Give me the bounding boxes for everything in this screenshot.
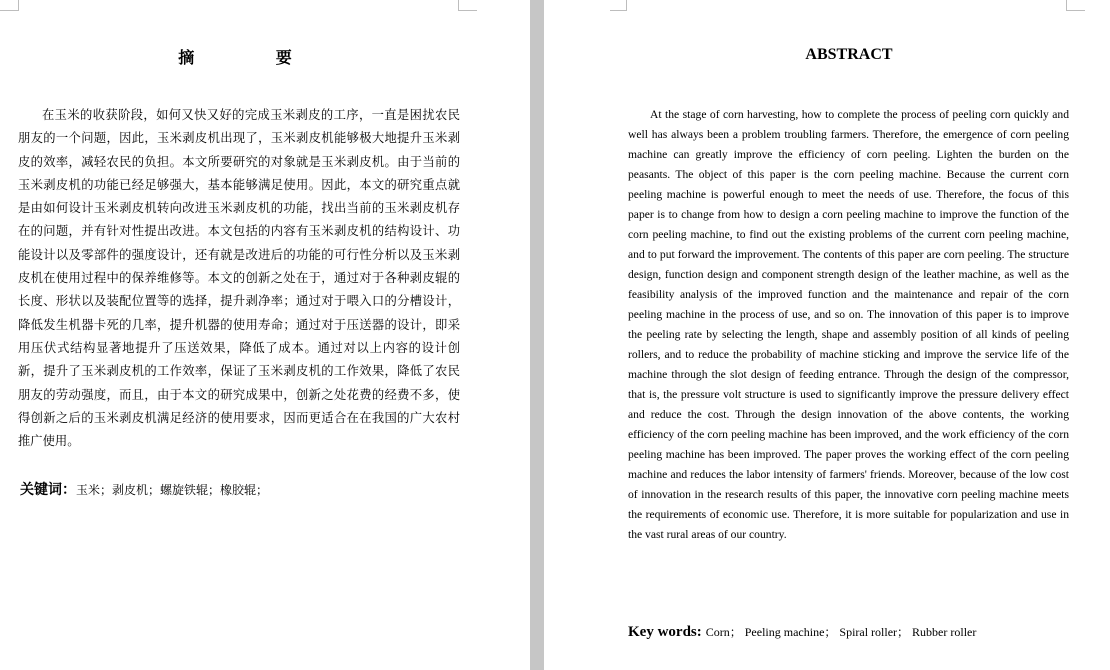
crop-mark-top-left bbox=[0, 0, 19, 11]
chinese-keywords-label: 关键词： bbox=[20, 482, 76, 498]
crop-mark-top-right bbox=[1066, 0, 1085, 11]
chinese-abstract-body: 在玉米的收获阶段，如何又快又好的完成玉米剥皮的工序，一直是困扰农民朋友的一个问题，因此，玉米剥皮机出现了，玉米剥皮机能够极大地提升玉米剥皮的效率，减轻农民的负担。本文所要研究的对象就是玉米剥皮机。由于当前的玉米剥皮机的功能已经足够强大，基本能够满足使用。因此，本文的研究重点就是由如何设计玉米剥皮机转向改进玉米剥皮机的功能，找出当前的玉米剥皮机存在的问题，并有针对性提出改进。本文包括的内容有玉米剥皮机的结构设计、功能设计以及零部件的强度设计，还有就是改进后的功能的可行性分析以及玉米剥皮机在使用过程中的保养维修等。本文的创新之处在于，通过对于各种剥皮辊的长度、形状以及装配位置等的选择，提升剥净率；通过对于喂入口的分槽设计，降低发生机器卡死的几率，提升机器的使用寿命；通过对于压送器的设计，即采用压伏式结构显著地提升了压送效果，降低了成本。通过对以上内容的设计创新，提升了玉米剥皮机的工作效率，保证了玉米剥皮机的工作效果，降低了农民朋友的劳动强度，而且，由于本文的研究成果中，创新之处花费的经费不多，使得创新之后的玉米剥皮机满足经济的使用要求，因而更适合在在我国的广大农村推广使用。 bbox=[18, 108, 460, 449]
crop-mark-top-left bbox=[610, 0, 627, 11]
crop-mark-top-right bbox=[458, 0, 477, 11]
page-gutter bbox=[530, 0, 544, 670]
english-keywords-label: Key words: bbox=[628, 624, 702, 640]
chinese-keywords bbox=[20, 479, 268, 499]
english-abstract-body: At the stage of corn harvesting, how to complete the process of peeling corn quickly and well has always been a problem troubling farmers. Therefore, the emergence of corn peeling machine can greatly improve the efficiency of corn peeling. Lighten the burden on the peasants. The object of this paper is the corn peeling machine. Because the current corn peeling machine is powerful enough to meet the needs of use. Therefore, the focus of this paper is to change from how to design a corn peeling machine to improve the function of the corn peeling machine, to find out the existing problems of the current corn peeling machine, and to put forward the improvement. The contents of this paper are corn peeling. The structure design, function design and component strength design of the leather machine, as well as the feasibility analysis of the improved function and the maintenance and repair of the corn peeling machine in the process of use, and so on. The innovation of this paper is to improve the peeling rate by selecting the length, shape and assembly position of all kinds of peeling rollers, and to reduce the probability of machine sticking and improve the service life of the machine through the slot design of feeding entrance. Through the design of the compressor, that is, the pressure volt structure is used to significantly improve the pressure delivery effect and reduce the cost. Through the design innovation of the above contents, the working efficiency of the corn peeling machine has been improved, and the work efficiency of the corn peeling machine has been improved. The paper proves the working effect of the corn peeling machine and reduces the labor intensity of farmers' friends. Moreover, because of the low cost of innovation in the research results of this paper, the innovative corn peeling machine meets the requirements of economic use. Therefore, it is more suitable for popularization and use in the vast rural areas of our country. bbox=[628, 108, 1069, 541]
chinese-keywords-value: 玉米；剥皮机；螺旋铁辊；橡胶辊； bbox=[76, 483, 269, 497]
chinese-abstract-title: 摘 要 bbox=[178, 48, 330, 67]
page-chinese-abstract bbox=[0, 0, 530, 670]
english-keywords bbox=[628, 623, 976, 641]
english-abstract-title: ABSTRACT bbox=[805, 46, 893, 63]
page-english-abstract bbox=[544, 0, 1110, 670]
english-keywords-value: Corn； Peeling machine； Spiral roller； Rubber roller bbox=[705, 625, 977, 639]
